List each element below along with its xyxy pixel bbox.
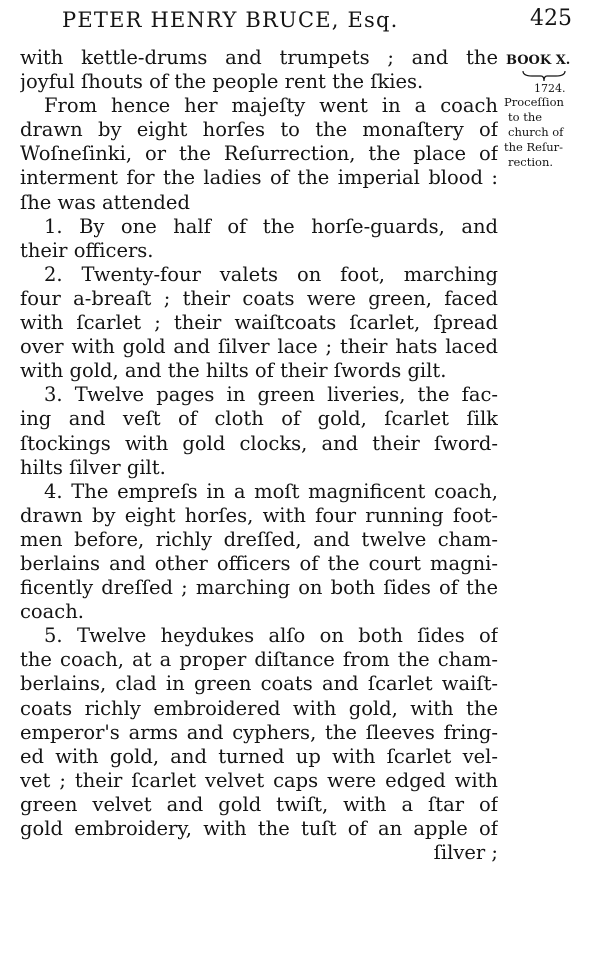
text-line: berlains, clad in green coats and ſcarlet waiſt- [20, 672, 498, 696]
text-line: ficently dreſſed ; marching on both ſides of the [20, 576, 498, 600]
text-line: emperor's arms and cyphers, the ſleeves fring- [20, 720, 498, 744]
text-line: 3. Twelve pages in green liveries, the fac- [44, 383, 498, 407]
text-line: with kettle-drums and trumpets ; and the [20, 46, 498, 69]
text-line: From hence her majeſty went in a coach [44, 94, 498, 118]
sidenote-line: rection. [508, 155, 554, 169]
text-line: berlains and other officers of the court magni- [20, 551, 498, 575]
text-line: the coach, at a proper diſtance from the cham- [20, 648, 498, 672]
text-line: ing and veſt of cloth of gold, ſcarlet ſilk [20, 407, 498, 431]
text-line: 4. The empreſs in a moſt magnificent coach, [44, 479, 498, 503]
text-line: joyful ſhouts of the people rent the ſkies. [20, 70, 424, 94]
text-line: ſhe was attended [20, 190, 190, 214]
brace-ornament [522, 70, 566, 82]
sidenote-line: the Reſur- [504, 140, 563, 154]
running-head: PETER HENRY BRUCE, Esq. [62, 8, 399, 32]
text-line: 1. By one half of the horſe-guards, and [44, 214, 498, 238]
page-header [22, 6, 572, 36]
text-line: their officers. [20, 238, 154, 262]
sidenote-line: to the [508, 110, 543, 124]
text-line: hilts ſilver gilt. [20, 455, 166, 479]
sidenote-line: church of [508, 125, 564, 139]
text-line: gold embroidery, with the tuſt of an apple of [20, 817, 498, 840]
text-line: with gold, and the hilts of their ſwords gilt. [20, 359, 447, 383]
text-line: with ſcarlet ; their waiſtcoats ſcarlet, ſpread [20, 311, 498, 335]
page-number: 425 [530, 6, 572, 31]
text-line: 2. Twenty-four valets on foot, marching [44, 262, 498, 286]
text-line: over with gold and ſilver lace ; their hats laced [20, 335, 498, 359]
sidenote-line: Proceſſion [504, 95, 564, 109]
text-line: coats richly embroidered with gold, with the [20, 696, 498, 720]
text-line: vet ; their ſcarlet velvet caps were edged with [20, 768, 498, 792]
body-text [20, 46, 498, 865]
text-line: Woſneſinki, or the Reſurrection, the place of [20, 142, 498, 166]
text-line: drawn by eight horſes, with four running foot- [20, 503, 498, 527]
text-line: four a-breaſt ; their coats were green, faced [20, 286, 498, 310]
text-line: coach. [20, 600, 84, 624]
text-line: drawn by eight horſes to the monaſtery of [20, 118, 498, 142]
text-line: green velvet and gold twiſt, with a ſtar of [20, 792, 498, 816]
book-label: BOOK X. [506, 53, 571, 68]
sidenote [504, 95, 594, 170]
text-line: 5. Twelve heydukes alſo on both ſides of [44, 624, 498, 648]
text-line: ſilver ; [433, 841, 498, 865]
text-line: ſtockings with gold clocks, and their ſword- [20, 431, 498, 455]
text-line: interment for the ladies of the imperial blood : [20, 166, 498, 190]
text-line: ed with gold, and turned up with ſcarlet vel- [20, 744, 498, 768]
text-line: men before, richly dreſſed, and twelve cham- [20, 527, 498, 551]
margin-year: 1724. [534, 82, 566, 95]
